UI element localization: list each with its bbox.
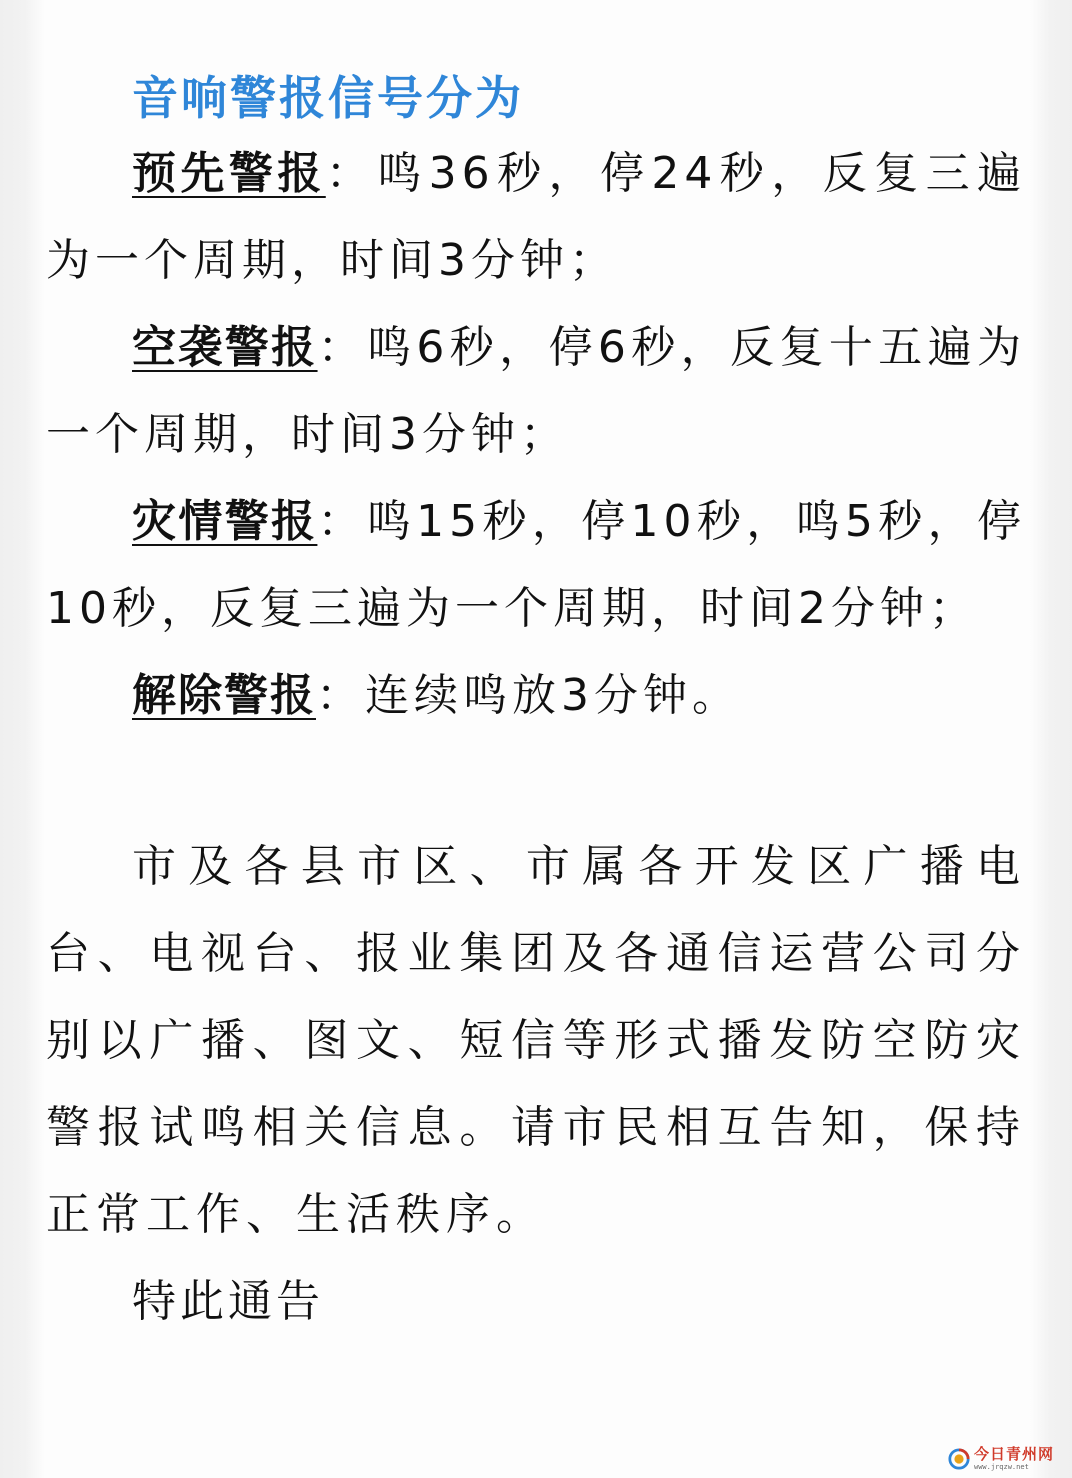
- site-watermark: [948, 1444, 1066, 1474]
- site-logo-icon: [948, 1448, 970, 1470]
- alarm-item-air-raid: [46, 304, 1026, 478]
- alarm-description: ：鸣6秒，停6秒，反复十五遍为一个周期，时间3分钟；: [46, 322, 1026, 460]
- closing-line: 特此通告: [132, 1276, 324, 1327]
- alarm-term: 空袭警报: [132, 322, 318, 373]
- alarm-description: ：连续鸣放3分钟。: [316, 670, 741, 721]
- alarm-term: 解除警报: [132, 670, 316, 721]
- alarm-item-all-clear: [46, 652, 1026, 739]
- watermark-url: www.jrqzw.net: [974, 1463, 1029, 1471]
- alarm-description: ：鸣36秒，停24秒，反复三遍为一个周期，时间3分钟；: [46, 148, 1027, 286]
- watermark-site-name: 今日青州网: [974, 1445, 1055, 1463]
- alarm-term: 灾情警报: [132, 496, 318, 547]
- article-content: [46, 66, 1026, 1345]
- section-title: 音响警报信号分为: [132, 71, 524, 125]
- notice-paragraph: 市及各县市区、市属各开发区广播电台、电视台、报业集团及各通信运营公司分别以广播、图文、短信等形式播发防空防灾警报试鸣相关信息。请市民相互告知，保持正常工作、生活秩序。: [46, 841, 1026, 1240]
- alarm-item-pre-warning: [46, 130, 1026, 304]
- paragraph-spacer: [46, 739, 1026, 823]
- alarm-term: 预先警报: [132, 148, 326, 199]
- alarm-item-disaster: [46, 478, 1026, 652]
- alarm-description: ：鸣15秒，停10秒，鸣5秒，停10秒，反复三遍为一个周期，时间2分钟；: [46, 496, 1026, 634]
